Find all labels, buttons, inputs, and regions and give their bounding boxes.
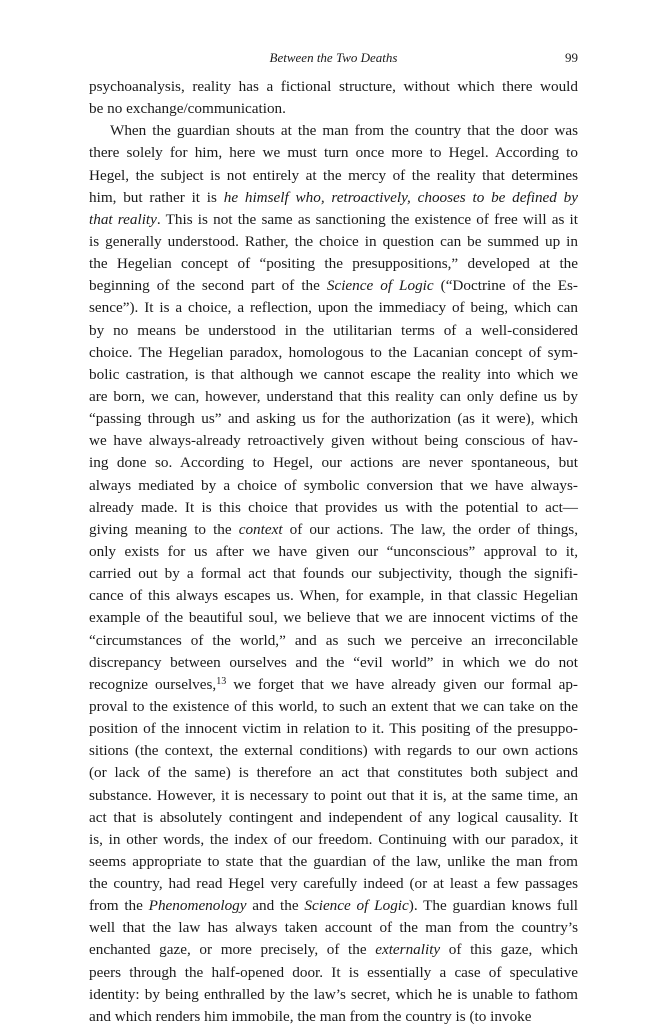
text-span: giving meaning to the xyxy=(89,520,239,538)
text-line xyxy=(89,785,578,807)
text-span: cance of this always escapes us. When, for example, in that classic Hegelian xyxy=(89,587,578,605)
text-span: carried out by a formal act that founds our subjectivity, though the signifi- xyxy=(89,565,578,583)
text-line xyxy=(89,1006,578,1028)
text-span: already made. It is this choice that provides us with the potential to act— xyxy=(89,498,578,516)
italic-span: that reality xyxy=(89,210,157,228)
text-span: of this gaze, which xyxy=(440,941,578,959)
text-span: and the xyxy=(246,897,305,915)
text-span: there solely for him, here we must turn once more to Hegel. According to xyxy=(89,144,578,162)
text-span: (“Doctrine of the Es- xyxy=(433,277,578,295)
text-line xyxy=(89,408,578,430)
text-span: recognize ourselves, xyxy=(89,675,217,693)
text-span: of our actions. The law, the order of things, xyxy=(282,520,579,538)
text-span: is generally understood. Rather, the choice in question can be summed up in xyxy=(89,232,578,250)
text-line xyxy=(89,297,578,319)
text-line xyxy=(89,320,578,342)
text-span: are born, we can, however, understand that this reality can only define us by xyxy=(89,387,578,405)
italic-span: Phenomenology xyxy=(148,897,247,915)
text-span: and which renders him immobile, the man from the country is (to invoke xyxy=(89,1007,532,1025)
text-span: is, in other words, the index of our freedom. Continuing with our paradox, it xyxy=(89,830,578,848)
text-line xyxy=(89,253,578,275)
text-line xyxy=(89,563,578,585)
text-span: “circumstances of the world,” and as such we perceive an irreconcilable xyxy=(89,631,578,649)
text-span: enchanted gaze, or more precisely, of the xyxy=(89,941,376,959)
text-span: the country, had read Hegel very carefully indeed (or at least a few passages xyxy=(89,875,578,893)
book-page xyxy=(89,50,578,1028)
text-line xyxy=(89,696,578,718)
text-span: substance. However, it is necessary to point out that it is, at the same time, an xyxy=(89,786,578,804)
text-line xyxy=(89,807,578,829)
text-line xyxy=(89,740,578,762)
text-span: position of the innocent victim in relation to it. This positing of the presuppo- xyxy=(89,720,578,738)
text-line xyxy=(89,452,578,474)
text-line xyxy=(89,829,578,851)
text-line xyxy=(89,718,578,740)
text-line xyxy=(89,519,578,541)
text-line xyxy=(89,541,578,563)
text-line xyxy=(89,209,578,231)
text-span: by no means be understood in the utilitarian terms of a well-considered xyxy=(89,321,578,339)
text-span: psychoanalysis, reality has a fictional structure, without which there would xyxy=(89,78,578,95)
footnote-marker: 13 xyxy=(216,675,227,687)
italic-span: Science of Logic xyxy=(326,277,434,295)
text-line xyxy=(89,917,578,939)
text-span: identity: by being enthralled by the law’s secret, which he is unable to fathom xyxy=(89,985,578,1003)
text-span: peers through the half-opened door. It is essentially a case of speculative xyxy=(89,963,578,981)
text-span: discrepancy between ourselves and the “evil world” in which we do not xyxy=(89,653,578,671)
text-span: ). The guardian knows full xyxy=(408,897,579,915)
text-line xyxy=(89,939,578,961)
text-span: beginning of the second part of the xyxy=(89,277,327,295)
text-span: be no exchange/communication. xyxy=(89,100,286,118)
italic-span: context xyxy=(238,520,283,538)
text-line xyxy=(89,762,578,784)
text-line xyxy=(89,430,578,452)
text-line xyxy=(89,231,578,253)
text-span: sitions (the context, the external conditions) with regards to our own actions xyxy=(89,742,578,760)
text-span: from the xyxy=(89,897,149,915)
text-span: seems appropriate to state that the guardian of the law, unlike the man from xyxy=(89,852,578,870)
page-number: 99 xyxy=(565,50,578,65)
text-span: the Hegelian concept of “positing the presuppositions,” developed at the xyxy=(89,255,578,273)
text-line xyxy=(89,275,578,297)
text-line xyxy=(89,187,578,209)
body-text xyxy=(89,76,578,1028)
italic-span: externality xyxy=(375,941,441,959)
text-line xyxy=(89,76,578,98)
text-span: well that the law has always taken account of the man from the country’s xyxy=(89,919,578,937)
text-span: choice. The Hegelian paradox, homologous to the Lacanian concept of sym- xyxy=(89,343,578,361)
text-line xyxy=(89,851,578,873)
text-span: example of the beautiful soul, we believe that we are innocent victims of the xyxy=(89,609,578,627)
text-line xyxy=(89,497,578,519)
text-span: . This is not the same as sanctioning the existence of free will as it xyxy=(156,210,578,228)
text-line xyxy=(89,120,578,142)
text-span: Hegel, the subject is not entirely at the mercy of the reality that determines xyxy=(89,166,578,184)
italic-span: he himself who, retroactively, chooses to be defined by xyxy=(223,188,579,206)
text-span: “passing through us” and asking us for the authorization (as it were), which xyxy=(89,410,578,428)
text-span: ing done so. According to Hegel, our actions are never spontaneous, but xyxy=(89,454,578,472)
text-span: sence”). It is a choice, a reflection, upon the immediacy of being, which can xyxy=(89,299,578,317)
text-line xyxy=(89,607,578,629)
text-line xyxy=(89,674,578,696)
italic-span: Science of Logic xyxy=(304,897,409,915)
text-line xyxy=(89,386,578,408)
text-span: proval to the existence of this world, to such an extent that we can take on the xyxy=(89,697,578,715)
text-span: we forget that we have already given our formal ap- xyxy=(226,675,578,693)
text-line xyxy=(89,585,578,607)
text-span: we have always-already retroactively given without being conscious of hav- xyxy=(89,432,578,450)
text-line xyxy=(89,98,578,120)
running-head-title: Between the Two Deaths xyxy=(269,50,398,65)
text-span: When the guardian shouts at the man from the country that the door was xyxy=(110,122,578,140)
text-line xyxy=(89,364,578,386)
text-line xyxy=(89,342,578,364)
text-line xyxy=(89,962,578,984)
text-line xyxy=(89,873,578,895)
text-span: only exists for us after we have given our “unconscious” approval to it, xyxy=(89,542,578,560)
text-line xyxy=(89,475,578,497)
text-line xyxy=(89,984,578,1006)
text-line xyxy=(89,652,578,674)
text-line xyxy=(89,630,578,652)
running-head xyxy=(89,50,578,76)
text-span: always mediated by a choice of symbolic conversion that we have always- xyxy=(89,476,578,494)
text-line xyxy=(89,165,578,187)
text-line xyxy=(89,895,578,917)
text-span: (or lack of the same) is therefore an act that constitutes both subject and xyxy=(89,764,578,782)
text-span: bolic castration, is that although we cannot escape the reality into which we xyxy=(89,365,578,383)
text-span: act that is absolutely contingent and independent of any logical causality. It xyxy=(89,808,578,826)
text-span: him, but rather it is xyxy=(89,188,224,206)
text-line xyxy=(89,142,578,164)
